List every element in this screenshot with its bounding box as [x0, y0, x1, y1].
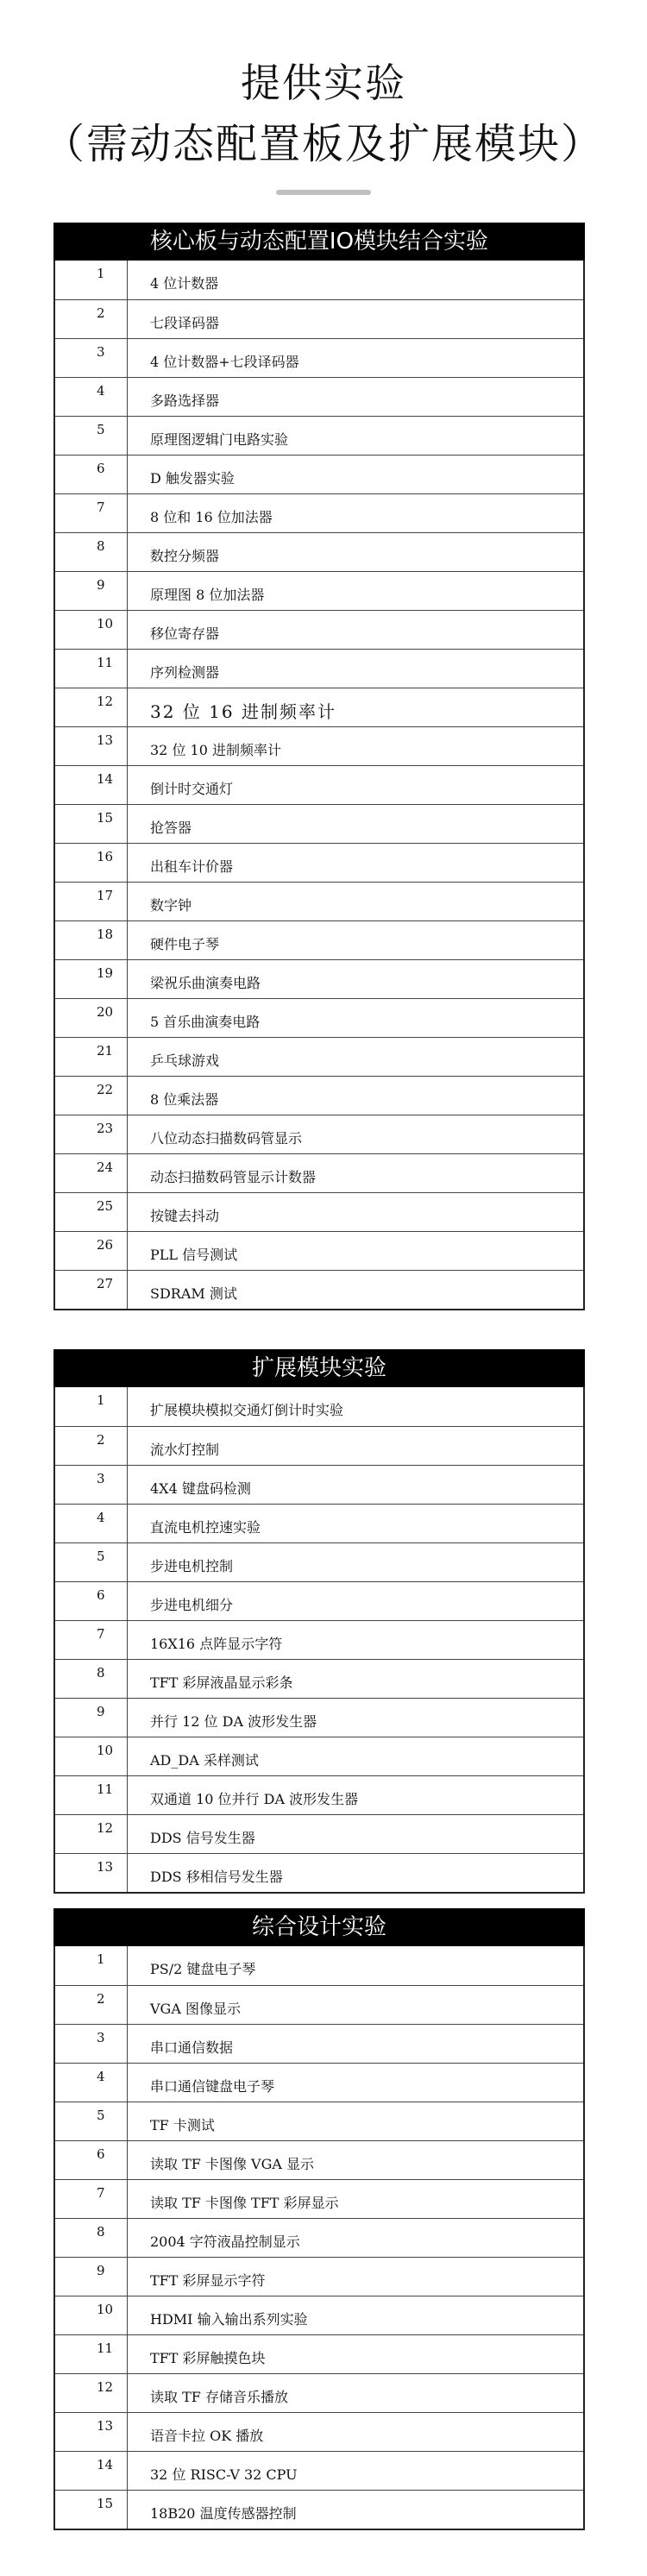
table-row: [55, 804, 583, 843]
table-row: [55, 1775, 583, 1814]
row-number: 4: [55, 1505, 128, 1542]
experiment-name: 数控分频器: [150, 547, 220, 564]
row-number: 11: [55, 1776, 128, 1814]
table-row: [55, 1076, 583, 1115]
section-header: 扩展模块实验: [53, 1349, 585, 1387]
row-number: 10: [55, 611, 128, 649]
table-row: [55, 2257, 583, 2296]
experiment-name: 直流电机控速实验: [150, 1518, 261, 1536]
experiment-name: AD_DA 采样测试: [150, 1751, 259, 1769]
row-number: 11: [55, 2335, 128, 2373]
table-row: [55, 261, 583, 299]
table-row: [55, 843, 583, 882]
row-number: 19: [55, 960, 128, 998]
experiment-name: SDRAM 测试: [150, 1285, 237, 1302]
experiment-name: 流水灯控制: [150, 1441, 220, 1458]
row-number: 12: [55, 2374, 128, 2412]
table-row: [55, 1698, 583, 1737]
table-row: [55, 2334, 583, 2373]
experiment-name: 双通道 10 位并行 DA 波形发生器: [150, 1790, 359, 1807]
table-row: [55, 688, 583, 726]
row-number: 6: [55, 1582, 128, 1620]
row-number: 4: [55, 2064, 128, 2102]
table-row: [55, 1853, 583, 1892]
experiment-name: TFT 彩屏触摸色块: [150, 2349, 266, 2366]
title-divider: [276, 190, 371, 195]
section-extension: [53, 1349, 585, 1894]
row-number: 6: [55, 2141, 128, 2179]
experiment-name: 读取 TF 存储音乐播放: [150, 2388, 288, 2405]
experiment-name: 硬件电子琴: [150, 935, 220, 952]
table-row: [55, 1037, 583, 1076]
experiment-table: [53, 1946, 585, 2530]
page-subtitle: （需动态配置板及扩展模块）: [42, 120, 604, 168]
table-row: [55, 1737, 583, 1775]
experiment-name: PS/2 键盘电子琴: [150, 1961, 256, 1977]
table-row: [55, 2179, 583, 2218]
row-number: 9: [55, 2258, 128, 2296]
row-number: 14: [55, 766, 128, 804]
experiment-name: 4X4 键盘码检测: [150, 1480, 251, 1497]
row-number: 13: [55, 727, 128, 765]
table-row: [55, 416, 583, 455]
row-number: 11: [55, 650, 128, 688]
experiment-name: VGA 图像显示: [150, 2000, 241, 2017]
experiment-name: 多路选择器: [150, 392, 220, 409]
experiment-name: 8 位乘法器: [150, 1090, 219, 1108]
table-row: [55, 1270, 583, 1309]
table-row: [55, 299, 583, 338]
table-row: [55, 2490, 583, 2529]
experiment-table: [53, 1387, 585, 1894]
table-row: [55, 1814, 583, 1853]
table-row: [55, 1542, 583, 1581]
experiment-name: 按键去抖动: [150, 1207, 220, 1224]
section-comprehensive: [53, 1908, 585, 2530]
experiment-name: 语音卡拉 OK 播放: [150, 2427, 264, 2444]
experiment-name: 原理图逻辑门电路实验: [150, 430, 289, 448]
row-number: 4: [55, 378, 128, 416]
row-number: 14: [55, 2452, 128, 2490]
experiment-name: 七段译码器: [150, 314, 220, 331]
experiment-name: TF 卡测试: [150, 2116, 215, 2133]
row-number: 5: [55, 2102, 128, 2140]
row-number: 27: [55, 1271, 128, 1309]
page-title: 提供实验: [241, 60, 406, 106]
row-number: 9: [55, 572, 128, 610]
row-number: 8: [55, 2219, 128, 2257]
experiment-name: 8 位和 16 位加法器: [150, 508, 273, 525]
experiment-name: 32 位 RISC-V 32 CPU: [150, 2466, 298, 2483]
experiment-name: 4 位计数器+七段译码器: [150, 353, 299, 370]
experiment-name: 串口通信数据: [150, 2039, 234, 2056]
table-row: [55, 338, 583, 377]
experiment-name: 18B20 温度传感器控制: [150, 2504, 297, 2522]
experiment-name: D 触发器实验: [150, 469, 235, 487]
experiment-name: DDS 信号发生器: [150, 1829, 255, 1846]
table-row: [55, 377, 583, 416]
table-row: [55, 1504, 583, 1542]
table-row: [55, 2102, 583, 2140]
row-number: 12: [55, 1815, 128, 1853]
experiment-name: 并行 12 位 DA 波形发生器: [150, 1712, 317, 1730]
experiment-name: 读取 TF 卡图像 TFT 彩屏显示: [150, 2194, 339, 2211]
experiment-name: 32 位 16 进制频率计: [150, 701, 336, 722]
row-number: 10: [55, 2296, 128, 2334]
row-number: 6: [55, 456, 128, 493]
table-row: [55, 998, 583, 1037]
table-row: [55, 1115, 583, 1153]
row-number: 2: [55, 1427, 128, 1465]
table-row: [55, 2063, 583, 2102]
row-number: 24: [55, 1154, 128, 1192]
experiment-name: 梁祝乐曲演奏电路: [150, 974, 261, 991]
experiment-name: 5 首乐曲演奏电路: [150, 1013, 261, 1030]
experiment-name: 4 位计数器: [150, 275, 219, 292]
row-number: 8: [55, 1660, 128, 1698]
experiment-name: 步进电机细分: [150, 1596, 234, 1613]
table-row: [55, 571, 583, 610]
row-number: 3: [55, 1466, 128, 1504]
experiment-name: DDS 移相信号发生器: [150, 1868, 283, 1885]
row-number: 2: [55, 1986, 128, 2024]
experiment-name: 移位寄存器: [150, 625, 220, 642]
experiment-table: [53, 261, 585, 1310]
table-row: [55, 1620, 583, 1659]
experiment-name: 乒乓球游戏: [150, 1052, 220, 1069]
row-number: 7: [55, 1621, 128, 1659]
table-row: [55, 493, 583, 532]
table-row: [55, 2296, 583, 2334]
experiment-name: 2004 字符液晶控制显示: [150, 2233, 300, 2250]
section-header: 核心板与动态配置IO模块结合实验: [53, 223, 585, 261]
experiment-name: 动态扫描数码管显示计数器: [150, 1168, 317, 1185]
experiment-name: 读取 TF 卡图像 VGA 显示: [150, 2155, 315, 2172]
table-row: [55, 649, 583, 688]
table-row: [55, 2140, 583, 2179]
row-number: 18: [55, 921, 128, 959]
experiment-name: 扩展模块模拟交通灯倒计时实验: [150, 1402, 344, 1418]
experiment-name: 八位动态扫描数码管显示: [150, 1129, 303, 1147]
table-row: [55, 1231, 583, 1270]
row-number: 5: [55, 1543, 128, 1581]
experiment-name: 步进电机控制: [150, 1557, 234, 1574]
experiment-name: 抢答器: [150, 819, 192, 836]
row-number: 3: [55, 339, 128, 377]
table-row: [55, 959, 583, 998]
experiment-name: HDMI 输入输出系列实验: [150, 2310, 308, 2328]
table-row: [55, 532, 583, 571]
row-number: 10: [55, 1737, 128, 1775]
table-row: [55, 726, 583, 765]
row-number: 5: [55, 417, 128, 455]
experiment-name: 出租车计价器: [150, 858, 234, 875]
table-row: [55, 1581, 583, 1620]
row-number: 26: [55, 1232, 128, 1270]
table-row: [55, 1465, 583, 1504]
experiment-name: 序列检测器: [150, 663, 220, 681]
row-number: 17: [55, 883, 128, 920]
table-row: [55, 610, 583, 649]
row-number: 12: [55, 688, 128, 726]
table-row: [55, 1426, 583, 1465]
row-number: 23: [55, 1115, 128, 1153]
table-row: [55, 2373, 583, 2412]
row-number: 1: [55, 261, 128, 299]
table-row: [55, 2218, 583, 2257]
experiment-name: TFT 彩屏显示字符: [150, 2271, 266, 2289]
row-number: 8: [55, 533, 128, 571]
section-core-io: [53, 223, 585, 1310]
section-header: 综合设计实验: [53, 1908, 585, 1946]
table-row: [55, 882, 583, 920]
table-row: [55, 1192, 583, 1231]
table-row: [55, 1153, 583, 1192]
experiment-name: 原理图 8 位加法器: [150, 586, 265, 603]
row-number: 13: [55, 2413, 128, 2451]
experiment-name: TFT 彩屏液晶显示彩条: [150, 1674, 293, 1691]
row-number: 7: [55, 494, 128, 532]
table-row: [55, 1985, 583, 2024]
table-row: [55, 2024, 583, 2063]
row-number: 2: [55, 300, 128, 338]
experiment-name: 倒计时交通灯: [150, 780, 234, 797]
table-row: [55, 2451, 583, 2490]
experiment-name: 16X16 点阵显示字符: [150, 1635, 283, 1652]
row-number: 20: [55, 999, 128, 1037]
row-number: 25: [55, 1193, 128, 1231]
row-number: 1: [55, 1387, 128, 1426]
table-row: [55, 765, 583, 804]
table-row: [55, 1387, 583, 1426]
table-row: [55, 920, 583, 959]
row-number: 1: [55, 1946, 128, 1985]
row-number: 16: [55, 844, 128, 882]
table-row: [55, 1946, 583, 1985]
row-number: 9: [55, 1699, 128, 1737]
row-number: 21: [55, 1038, 128, 1076]
row-number: 15: [55, 2491, 128, 2529]
row-number: 22: [55, 1077, 128, 1115]
table-row: [55, 2412, 583, 2451]
row-number: 3: [55, 2025, 128, 2063]
experiment-name: PLL 信号测试: [150, 1246, 238, 1263]
table-row: [55, 1659, 583, 1698]
row-number: 15: [55, 805, 128, 843]
experiment-name: 32 位 10 进制频率计: [150, 741, 281, 758]
row-number: 13: [55, 1854, 128, 1892]
experiment-name: 串口通信键盘电子琴: [150, 2077, 275, 2095]
row-number: 7: [55, 2180, 128, 2218]
experiment-name: 数字钟: [150, 896, 192, 914]
table-row: [55, 455, 583, 493]
